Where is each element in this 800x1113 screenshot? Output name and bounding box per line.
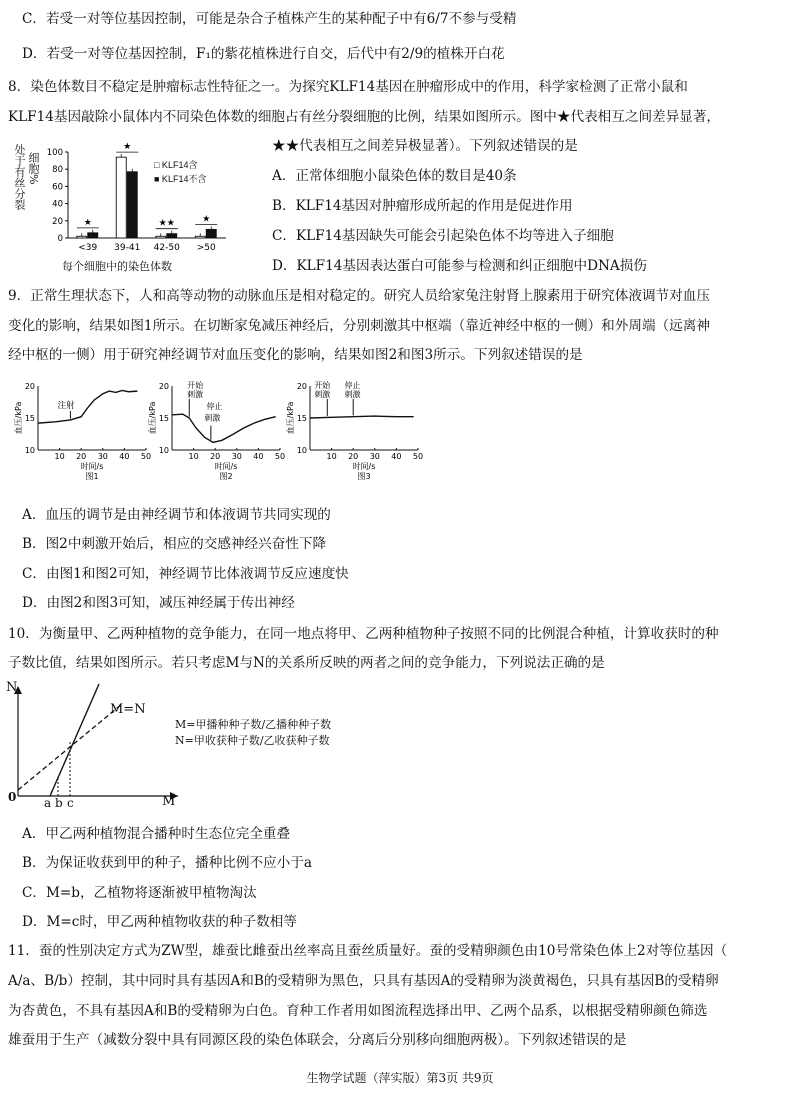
q8-significance-star: ★ [202, 214, 211, 225]
q9-figure-3-line-chart [286, 380, 426, 488]
q9-x-tick-label: 50 [274, 452, 286, 461]
q9-option-a: A．血压的调节是由神经调节和体液调节共同实现的 [22, 507, 331, 523]
q8-y-tick-label: 100 [46, 148, 63, 158]
q8-y-tick-label: 20 [52, 216, 63, 227]
q9-y-tick-label: 20 [158, 382, 169, 391]
q10-axis-n-label: N [6, 680, 18, 695]
q9-x-axis-label: 时间/s [214, 462, 238, 471]
q9-annotation-stop: 停止 [344, 381, 361, 390]
q9-stem-line-1: 9．正常生理状态下，人和高等动物的动脉血压是相对稳定的。研究人员给家兔注射肾上腺素用于研究体液调节对血压 [8, 288, 710, 304]
q10-option-c: C．M=b，乙植物将逐渐被甲植物淘汰 [22, 885, 257, 901]
q9-option-b: B．图2中刺激开始后，相应的交感神经兴奋性下降 [22, 536, 327, 552]
q8-significance-star: ★ [83, 217, 92, 228]
q9-figure-1-line-chart [14, 380, 152, 488]
q8-bar [116, 157, 126, 238]
q8-significance-star: ★★ [158, 218, 175, 229]
q7-option-c: C．若受一对等位基因控制，可能是杂合子植株产生的某种配子中有6/7不参与受精 [22, 11, 517, 27]
q10-origin-label: 0 [8, 790, 17, 804]
q9-x-tick-label: 40 [253, 452, 264, 461]
q8-bar [156, 236, 166, 238]
q9-y-axis-label: 血压/kPa [14, 401, 23, 435]
q10-axis-m-label: M [162, 794, 176, 809]
q10-tick-b: b [55, 796, 63, 810]
q8-bar [88, 233, 98, 238]
q8-bar [77, 236, 87, 238]
q9-y-tick-label: 20 [296, 382, 307, 391]
q8-y-tick-label: 40 [52, 199, 63, 210]
q8-bar [127, 172, 137, 238]
q9-annotation-start-2: 刺激 [187, 390, 204, 399]
q11-stem-line-2: A/a、B/b）控制，其中同时具有基因A和B的受精卵为黑色，只具有基因A的受精卵为淡黄褐色，只具有基因B的受精卵 [8, 973, 719, 989]
q9-figure-2-line-chart [148, 380, 288, 488]
q11-stem-line-4: 雄蚕用于生产（减数分裂中具有同源区段的染色体联会，分离后分别移向细胞两极）。下列叙述错误的是 [8, 1032, 627, 1048]
q9-x-axis-label: 时间/s [352, 462, 376, 471]
q10-diagram-axes [6, 680, 196, 812]
q8-x-tick-label: 39-41 [114, 243, 141, 253]
q8-x-tick-label: <39 [78, 243, 98, 253]
q9-x-tick-label: 50 [140, 452, 152, 461]
q9-x-tick-label: 10 [326, 452, 337, 461]
q8-y-tick-label: 60 [52, 182, 63, 193]
q9-x-tick-label: 40 [119, 452, 130, 461]
q8-stem-line-3: ★★代表相互之间差异极显著）。下列叙述错误的是 [272, 138, 578, 154]
q9-series-line [38, 390, 137, 423]
q9-annotation-start-2: 刺激 [314, 390, 331, 399]
q9-figure-title: 图2 [219, 472, 233, 481]
q9-stem-line-3: 经中枢的一侧）用于研究神经调节对血压变化的影响，结果如图2和图3所示。下列叙述错误的是 [8, 347, 583, 363]
q9-x-tick-label: 40 [391, 452, 402, 461]
q8-option-a: A．正常体细胞小鼠染色体的数目是40条 [272, 168, 517, 184]
q8-chart-ylabel-col2: 细胞% [27, 152, 40, 185]
q10-solid-line [50, 684, 99, 796]
q10-tick-a: a [44, 796, 52, 810]
q9-x-tick-label: 20 [348, 452, 359, 461]
q8-legend-klf14-present: □ KLF14含 [154, 160, 198, 170]
q9-annotation-stop: 停止 [206, 402, 223, 412]
q9-x-tick-label: 50 [412, 452, 424, 461]
q8-option-b: B．KLF14基因对肿瘤形成所起的作用是促进作用 [272, 198, 573, 214]
q9-option-d: D．由图2和图3可知，减压神经属于传出神经 [22, 595, 295, 611]
q8-bar [167, 234, 177, 238]
q9-annotation-stop-2: 刺激 [344, 390, 361, 399]
q9-annotation-stop-2: 刺激 [204, 413, 221, 423]
page-footer: 生物学试题（萍实版）第3页 共9页 [306, 1071, 494, 1085]
q9-series-line [310, 416, 414, 418]
q9-series-line [172, 414, 276, 442]
q10-line-label: M=N [110, 702, 146, 717]
q9-y-tick-label: 20 [24, 382, 35, 391]
q8-y-tick-label: 0 [57, 234, 63, 244]
q8-option-d: D．KLF14基因表达蛋白可能参与检测和纠正细胞中DNA损伤 [272, 258, 647, 274]
q9-x-tick-label: 30 [231, 452, 242, 461]
q9-x-tick-label: 20 [210, 452, 221, 461]
q10-option-a: A．甲乙两种植物混合播种时生态位完全重叠 [22, 826, 291, 842]
q9-x-tick-label: 20 [76, 452, 87, 461]
q9-x-axis-label: 时间/s [80, 462, 104, 471]
q8-bar-chart [8, 138, 268, 276]
q10-definition-n: N=甲收获种子数/乙收获种子数 [175, 734, 330, 747]
q8-bar [206, 229, 216, 238]
q9-y-tick-label: 10 [296, 446, 307, 455]
q10-definition-m: M=甲播种种子数/乙播种种子数 [175, 718, 332, 731]
q9-figure-title: 图3 [357, 472, 371, 481]
q10-option-d: D．M=c时，甲乙两种植物收获的种子数相等 [22, 914, 297, 930]
q7-option-d: D．若受一对等位基因控制，F₁的紫花植株进行自交，后代中有2/9的植株开白花 [22, 46, 505, 62]
q9-stem-line-2: 变化的影响，结果如图1所示。在切断家兔减压神经后，分别刺激其中枢端（靠近神经中枢的一侧）和外周端（远离神 [8, 318, 710, 334]
q8-option-c: C．KLF14基因缺失可能会引起染色体不均等进入子细胞 [272, 228, 614, 244]
q10-stem-line-1: 10．为衡量甲、乙两种植物的竞争能力，在同一地点将甲、乙两种植物种子按照不同的比例混合种植，计算收获时的种 [8, 626, 719, 642]
q9-y-tick-label: 15 [158, 414, 169, 423]
q8-stem-line-2: KLF14基因敲除小鼠体内不同染色体数的细胞占有丝分裂细胞的比例，结果如图所示。图中★代表相互之间差异显著， [8, 109, 721, 125]
q9-y-axis-label: 血压/kPa [286, 401, 295, 435]
q9-x-tick-label: 30 [369, 452, 380, 461]
q8-chart-xlabel: 每个细胞中的染色体数 [62, 260, 172, 273]
q9-y-tick-label: 10 [158, 446, 169, 455]
q10-option-b: B．为保证收获到甲的种子，播种比例不应小于a [22, 855, 312, 871]
q9-annotation-inject: 注射 [57, 400, 75, 411]
q9-figure-title: 图1 [85, 472, 99, 481]
q8-chart-ylabel-col1: 处于有丝分裂 [13, 144, 26, 210]
q8-stem-line-1: 8．染色体数目不稳定是肿瘤标志性特征之一。为探究KLF14基因在肿瘤形成中的作用，科学家检测了正常小鼠和 [8, 79, 688, 95]
q9-y-tick-label: 10 [24, 446, 35, 455]
q10-tick-c: c [67, 796, 74, 810]
q11-stem-line-3: 为杏黄色，不具有基因A和B的受精卵为白色。育种工作者用如图流程选择出甲、乙两个品系，以根据受精卵颜色筛选 [8, 1003, 708, 1019]
q8-x-tick-label: >50 [196, 243, 216, 253]
q10-diagram [6, 680, 196, 812]
q8-bar-chart-plot [8, 138, 268, 256]
q8-bar [195, 236, 205, 238]
q9-x-tick-label: 30 [97, 452, 108, 461]
q9-y-tick-label: 15 [296, 414, 307, 423]
q9-x-tick-label: 10 [54, 452, 65, 461]
q9-y-axis-label: 血压/kPa [148, 401, 157, 435]
q8-y-tick-label: 80 [52, 165, 63, 176]
q9-annotation-start: 开始 [187, 381, 204, 390]
q9-annotation-start: 开始 [314, 381, 331, 390]
q9-x-tick-label: 10 [188, 452, 199, 461]
q9-y-tick-label: 15 [24, 414, 35, 423]
q8-legend-klf14-absent: ■ KLF14不含 [154, 174, 207, 184]
q11-stem-line-1: 11．蚕的性别决定方式为ZW型，雄蚕比雌蚕出丝率高且蚕丝质量好。蚕的受精卵颜色由10号常染色体上2对等位基因（ [8, 943, 728, 959]
q9-option-c: C．由图1和图2可知，神经调节比体液调节反应速度快 [22, 566, 349, 582]
q10-stem-line-2: 子数比值，结果如图所示。若只考虑M与N的关系所反映的两者之间的竞争能力，下列说法正确的是 [8, 655, 605, 671]
q8-x-tick-label: 42-50 [153, 243, 180, 253]
q8-significance-star: ★ [123, 142, 132, 153]
